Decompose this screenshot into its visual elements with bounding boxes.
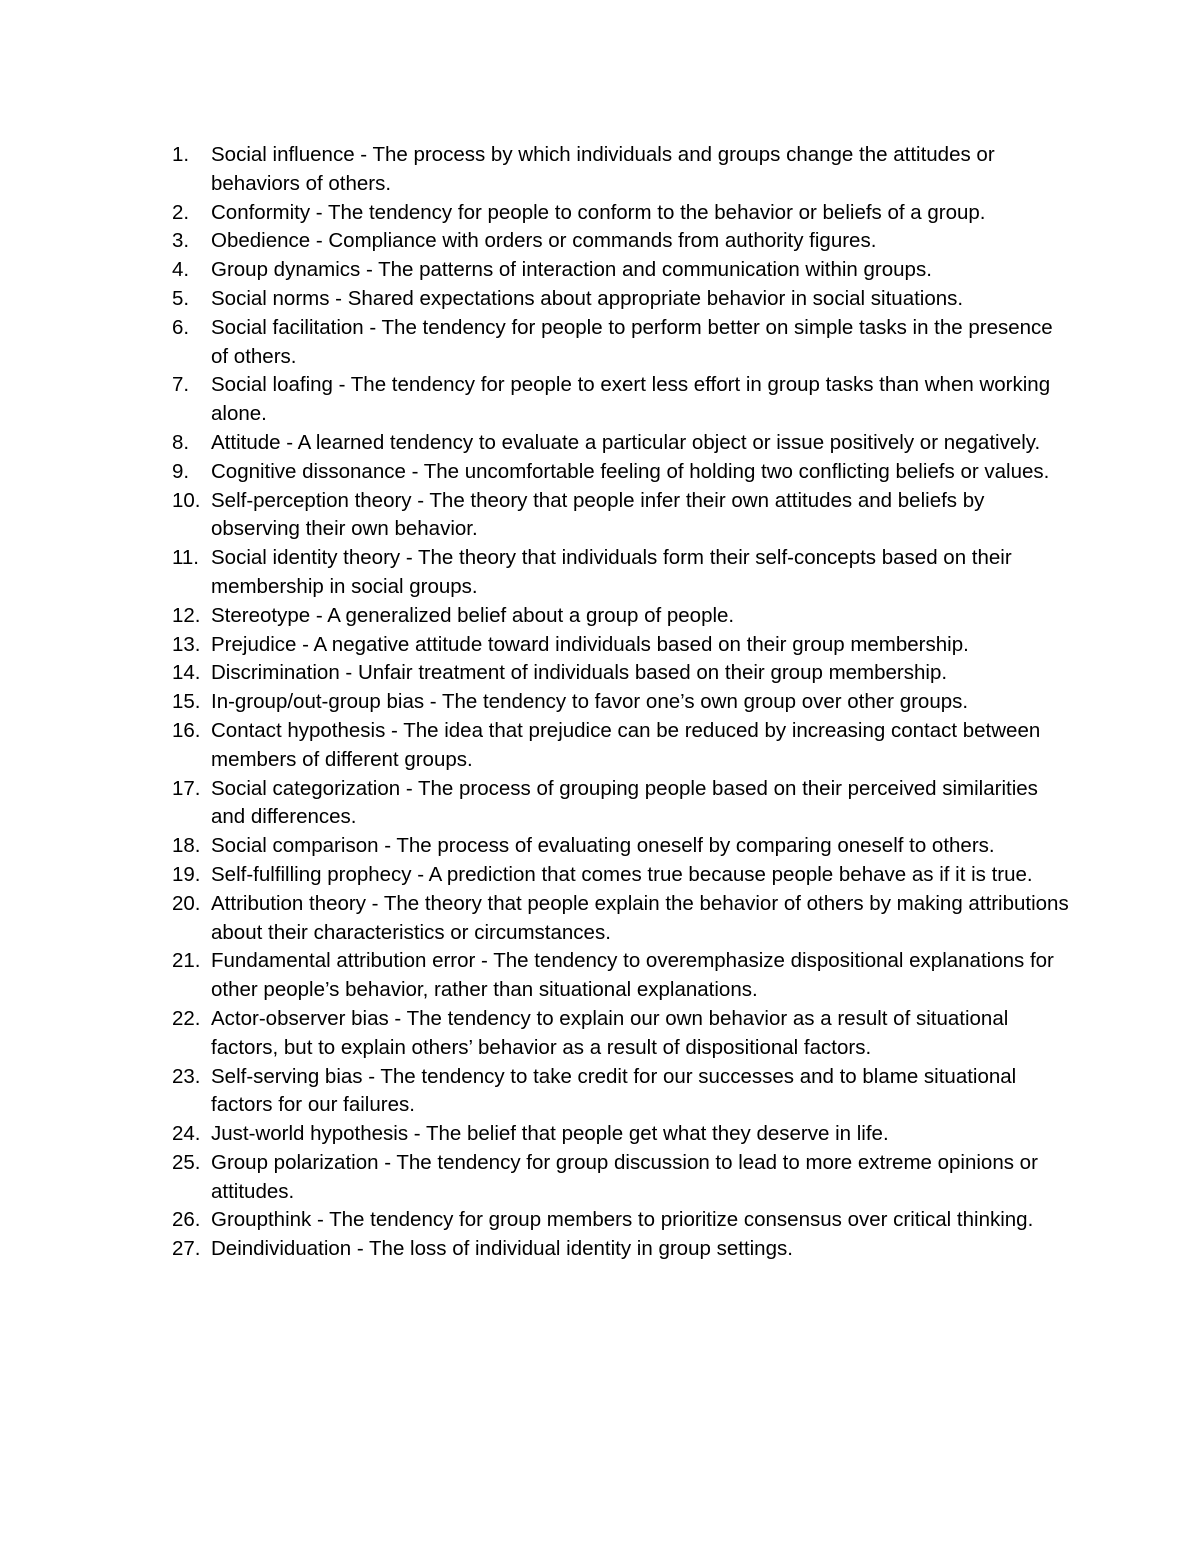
term-list: [172, 141, 1072, 1264]
item-text: In-group/out-group bias - The tendency to favor one’s own group over other groups.: [211, 690, 969, 714]
item-number: 8.: [172, 430, 190, 454]
item-number: 9.: [172, 459, 190, 483]
item-text: Deindividuation - The loss of individual identity in group settings.: [211, 1237, 793, 1261]
item-number: 16.: [172, 718, 201, 742]
item-text: Self-fulfilling prophecy - A prediction that comes true because people behave as if it is true.: [211, 862, 1033, 886]
item-number: 12.: [172, 603, 201, 627]
list-item: [172, 1005, 1072, 1063]
item-text: Self-perception theory - The theory that people infer their own attitudes and beliefs by observing their own behavior.: [211, 488, 985, 541]
item-number: 5.: [172, 286, 190, 310]
list-item: [172, 1120, 1072, 1149]
list-item: [172, 285, 1072, 314]
list-item: [172, 631, 1072, 660]
item-text: Social influence - The process by which individuals and groups change the attitudes or behaviors of others.: [211, 143, 995, 195]
list-item: [172, 199, 1072, 228]
item-number: 14.: [172, 661, 201, 685]
item-text: Social loafing - The tendency for people to exert less effort in group tasks than when working alone.: [211, 373, 1051, 426]
list-item: [172, 141, 1072, 199]
list-item: [172, 1063, 1072, 1121]
list-item: [172, 717, 1072, 775]
list-item: [172, 861, 1072, 890]
item-number: 1.: [172, 143, 190, 166]
list-item: [172, 314, 1072, 372]
item-number: 4.: [172, 258, 190, 282]
list-item: [172, 544, 1072, 602]
item-text: Social identity theory - The theory that individuals form their self-concepts based on their membership in social groups.: [211, 546, 1012, 598]
item-number: 22.: [172, 1006, 201, 1030]
item-number: 2.: [172, 200, 190, 224]
item-text: Social categorization - The process of grouping people based on their perceived similarities and differences.: [211, 776, 1038, 829]
list-item: [172, 659, 1072, 688]
list-item: [172, 832, 1072, 861]
item-text: Contact hypothesis - The idea that prejudice can be reduced by increasing contact between members of different groups.: [211, 718, 1041, 771]
item-number: 27.: [172, 1237, 201, 1261]
item-text: Actor-observer bias - The tendency to explain our own behavior as a result of situational factors, but to explain others’ behavior as a result of dispositional factors.: [211, 1006, 1009, 1059]
item-number: 6.: [172, 315, 190, 339]
item-text: Social norms - Shared expectations about appropriate behavior in social situations.: [211, 286, 964, 310]
item-text: Social comparison - The process of evaluating oneself by comparing oneself to others.: [211, 834, 995, 858]
list-item: [172, 227, 1072, 256]
item-number: 7.: [172, 373, 190, 397]
item-text: Just-world hypothesis - The belief that people get what they deserve in life.: [211, 1122, 889, 1146]
list-item: [172, 602, 1072, 631]
list-item: [172, 256, 1072, 285]
item-number: 19.: [172, 862, 201, 886]
item-text: Discrimination - Unfair treatment of individuals based on their group membership.: [211, 661, 948, 685]
item-text: Cognitive dissonance - The uncomfortable feeling of holding two conflicting beliefs or values.: [211, 459, 1050, 483]
list-item: [172, 688, 1072, 717]
item-number: 3.: [172, 229, 190, 253]
list-item: [172, 1149, 1072, 1207]
item-number: 24.: [172, 1122, 201, 1146]
item-number: 18.: [172, 834, 201, 858]
item-text: Attribution theory - The theory that people explain the behavior of others by making attributions about their characteristics or circumstances.: [211, 891, 1069, 944]
item-text: Group polarization - The tendency for group discussion to lead to more extreme opinions or attitudes.: [211, 1150, 1038, 1203]
item-number: 11.: [172, 546, 199, 570]
item-number: 10.: [172, 488, 201, 512]
item-text: Fundamental attribution error - The tendency to overemphasize dispositional explanations for other people’s behavior, rather than situational explanations.: [211, 949, 1054, 1002]
item-text: Prejudice - A negative attitude toward individuals based on their group membership.: [211, 632, 969, 656]
item-text: Self-serving bias - The tendency to take credit for our successes and to blame situational factors for our failures.: [211, 1064, 1017, 1117]
item-number: 23.: [172, 1064, 201, 1088]
item-number: 25.: [172, 1150, 201, 1174]
item-text: Obedience - Compliance with orders or commands from authority figures.: [211, 229, 877, 253]
list-item: [172, 487, 1072, 545]
item-text: Conformity - The tendency for people to conform to the behavior or beliefs of a group.: [211, 200, 986, 224]
item-number: 13.: [172, 632, 201, 656]
item-number: 17.: [172, 776, 201, 800]
item-number: 26.: [172, 1208, 201, 1232]
list-item: [172, 1235, 1072, 1264]
list-item: [172, 458, 1072, 487]
list-item: [172, 1206, 1072, 1235]
item-number: 21.: [172, 949, 201, 973]
list-item: [172, 371, 1072, 429]
item-text: Social facilitation - The tendency for people to perform better on simple tasks in the presence of others.: [211, 315, 1053, 368]
item-number: 20.: [172, 891, 201, 915]
item-text: Groupthink - The tendency for group members to prioritize consensus over critical thinking.: [211, 1208, 1034, 1232]
item-number: 15.: [172, 690, 201, 714]
list-item: [172, 775, 1072, 833]
list-item: [172, 429, 1072, 458]
list-item: [172, 890, 1072, 948]
list-item: [172, 947, 1072, 1005]
item-text: Group dynamics - The patterns of interaction and communication within groups.: [211, 258, 932, 282]
item-text: Stereotype - A generalized belief about a group of people.: [211, 603, 735, 627]
item-text: Attitude - A learned tendency to evaluate a particular object or issue positively or negatively.: [211, 430, 1041, 454]
